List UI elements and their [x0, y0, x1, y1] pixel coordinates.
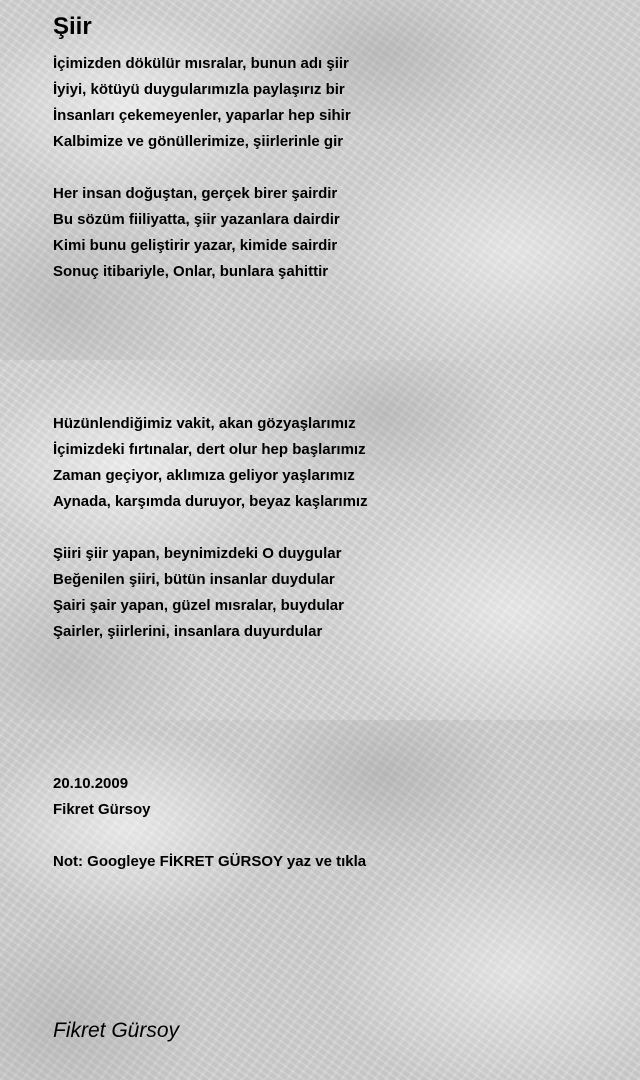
poem-line: Hüzünlendiğimiz vakit, akan gözyaşlarımız: [53, 415, 356, 432]
poem-line: İçimizdeki fırtınalar, dert olur hep başlarımız: [53, 441, 366, 458]
poem-author: Fikret Gürsoy: [53, 801, 151, 818]
poem-line: Sonuç itibariyle, Onlar, bunlara şahittir: [53, 263, 329, 280]
author-signature: Fikret Gürsoy: [53, 1019, 180, 1042]
poem-line: Şiiri şiir yapan, beynimizdeki O duygular: [53, 545, 342, 562]
stanza-4: [53, 541, 344, 645]
poem-line: İnsanları çekemeyenler, yaparlar hep sihir: [53, 107, 351, 124]
poem-line: Beğenilen şiiri, bütün insanlar duydular: [53, 571, 335, 588]
poem-note: Not: Googleye FİKRET GÜRSOY yaz ve tıkla: [53, 853, 367, 870]
poem-line: İçimizden dökülür mısralar, bunun adı şiir: [53, 55, 349, 72]
poem-line: Bu sözüm fiiliyatta, şiir yazanlara dairdir: [53, 211, 340, 228]
stanza-1: [53, 51, 351, 155]
poem-panel-bottom: [0, 720, 640, 1080]
stanza-2: [53, 181, 340, 285]
poem-date: 20.10.2009: [53, 775, 129, 792]
poem-line: Zaman geçiyor, aklımıza geliyor yaşlarımız: [53, 467, 355, 484]
poem-line: Aynada, karşımda duruyor, beyaz kaşlarımız: [53, 493, 368, 510]
poem-title: Şiir: [53, 13, 92, 40]
poem-line: Kimi bunu geliştirir yazar, kimide sairdir: [53, 237, 338, 254]
poem-line: Şairi şair yapan, güzel mısralar, buydular: [53, 597, 344, 614]
poem-line: Şairler, şiirlerini, insanlara duyurdular: [53, 623, 323, 640]
poem-line: Her insan doğuştan, gerçek birer şairdir: [53, 185, 338, 202]
poem-line: Kalbimize ve gönüllerimize, şiirlerinle gir: [53, 133, 344, 150]
poem-panel-top: [0, 0, 640, 360]
stanza-3: [53, 411, 368, 515]
poem-panel-middle: [0, 360, 640, 720]
poem-line: İyiyi, kötüyü duygularımızla paylaşırız bir: [53, 81, 345, 98]
